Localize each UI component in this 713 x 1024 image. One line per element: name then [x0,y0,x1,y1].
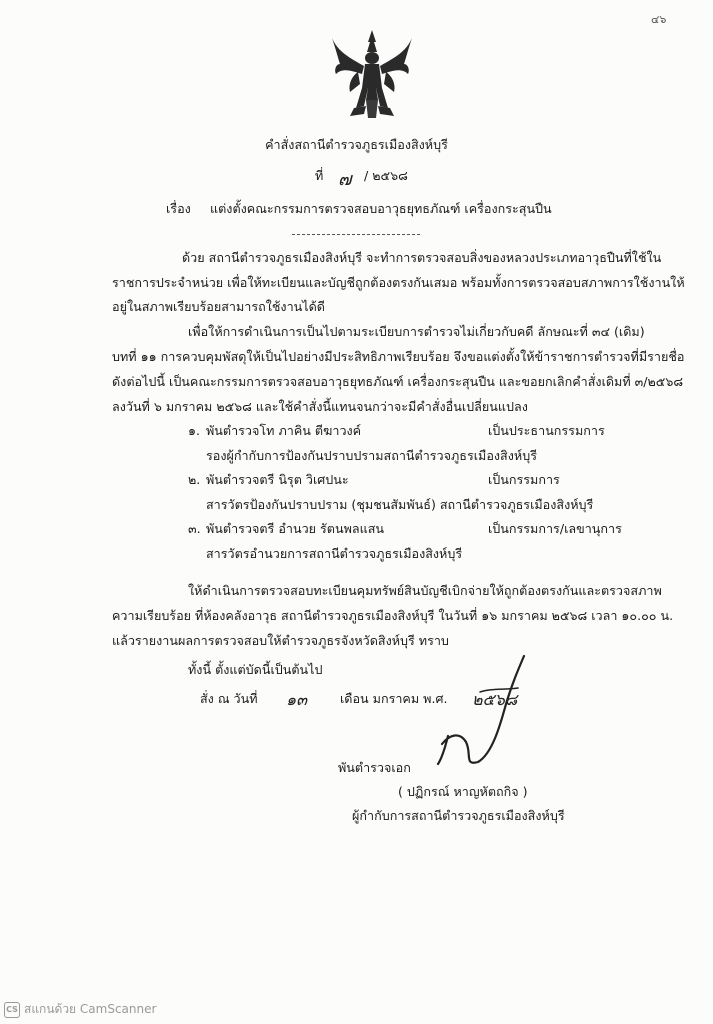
para2-line3: ดังต่อไปนี้ เป็นคณะกรรมการตรวจสอบอาวุธยุทธภัณฑ์ เครื่องกระสุนปืน และขอยกเลิกคำสั่งเดิมที่ ๓/๒๕๖๘ [112,374,684,389]
member1-role: เป็นประธานกรรมการ [488,423,605,438]
para1-line3: อยู่ในสภาพเรียบร้อยสามารถใช้งานได้ดี [112,299,325,314]
instruction-line2: ความเรียบร้อย ที่ห้องคลังอาวุธ สถานีตำรวจภูธรเมืองสิงห์บุรี ในวันที่ ๑๖ มกราคม ๒๕๖๘ เวลา ๑๐.๐๐ น. [112,608,674,623]
corner-page-mark: ๔๖ [651,13,667,26]
order-day-handwritten: ๑๓ [286,690,308,709]
signer-rank: พันตำรวจเอก [338,760,411,775]
ordered-at-label: สั่ง ณ วันที่ [200,691,258,706]
garuda-emblem [330,28,414,124]
effective-statement: ทั้งนี้ ตั้งแต่บัดนี้เป็นต้นไป [188,662,323,677]
member1-number: ๑. [188,423,200,438]
handwritten-signature [420,648,530,778]
subject-label: เรื่อง [166,201,191,216]
member2-role: เป็นกรรมการ [488,472,560,487]
signer-position: ผู้กำกับการสถานีตำรวจภูธรเมืองสิงห์บุรี [352,808,565,823]
subject-divider [292,234,420,235]
member3-number: ๓. [188,521,201,536]
para2-line1: เพื่อให้การดำเนินการเป็นไปตามระเบียบการตำรวจไม่เกี่ยวกับคดี ลักษณะที่ ๓๔ (เดิม) [188,324,645,339]
member1-position: รองผู้กำกับการป้องกันปราบปรามสถานีตำรวจภูธรเมืองสิงห์บุรี [206,448,537,463]
order-title: คำสั่งสถานีตำรวจภูธรเมืองสิงห์บุรี [265,137,448,152]
signer-name: ( ปฏิกรณ์ หาญหัตถกิจ ) [398,784,528,799]
member2-position: สารวัตรป้องกันปราบปราม (ชุมชนสัมพันธ์) สถานีตำรวจภูธรเมืองสิงห์บุรี [206,497,594,512]
order-month-label: เดือน มกราคม พ.ศ. [340,691,448,706]
order-number-prefix: ที่ [315,168,324,183]
para2-line4: ลงวันที่ ๖ มกราคม ๒๕๖๘ และใช้คำสั่งนี้แทนจนกว่าจะมีคำสั่งอื่นเปลี่ยนแปลง [112,399,528,414]
member3-role: เป็นกรรมการ/เลขานุการ [488,521,622,536]
member1-name: พันตำรวจโท ภาคิน ตีฆาวงค์ [206,423,362,438]
order-number-year: / ๒๕๖๘ [364,168,408,183]
member3-name: พันตำรวจตรี อำนวย รัตนพลแสน [206,521,385,536]
camscanner-text: สแกนด้วย CamScanner [24,1002,157,1016]
order-number-handwritten: ๗ [338,169,352,190]
subject-text: แต่งตั้งคณะกรรมการตรวจสอบอาวุธยุทธภัณฑ์ เครื่องกระสุนปืน [210,201,552,216]
member2-name: พันตำรวจตรี นิรุต วิเศปนะ [206,472,349,487]
member3-position: สารวัตรอำนวยการสถานีตำรวจภูธรเมืองสิงห์บุรี [206,546,463,561]
instruction-line1: ให้ดำเนินการตรวจสอบทะเบียนคุมทรัพย์สินบัญชีเบิกจ่ายให้ถูกต้องตรงกันและตรวจสภาพ [188,583,662,598]
instruction-line3: แล้วรายงานผลการตรวจสอบให้ตำรวจภูธรจังหวัดสิงห์บุรี ทราบ [112,633,449,648]
member2-number: ๒. [188,472,201,487]
order-year-handwritten: ๒๕๖๘ [472,690,518,709]
para1-line2: ราชการประจำหน่วย เพื่อให้ทะเบียนและบัญชีถูกต้องตรงกันเสมอ พร้อมทั้งการตรวจสอบสภาพการใช้งานให้ [112,275,685,290]
para2-line2: บทที่ ๑๑ การควบคุมพัสดุให้เป็นไปอย่างมีประสิทธิภาพเรียบร้อย จึงขอแต่งตั้งให้ข้าราชการตำรวจที่มีรายชื่อ [112,349,685,364]
camscanner-watermark [4,1000,156,1019]
para1-line1: ด้วย สถานีตำรวจภูธรเมืองสิงห์บุรี จะทำการตรวจสอบสิ่งของหลวงประเภทอาวุธปืนที่ใช้ใน [182,250,662,265]
camscanner-logo: CS [4,1002,20,1018]
